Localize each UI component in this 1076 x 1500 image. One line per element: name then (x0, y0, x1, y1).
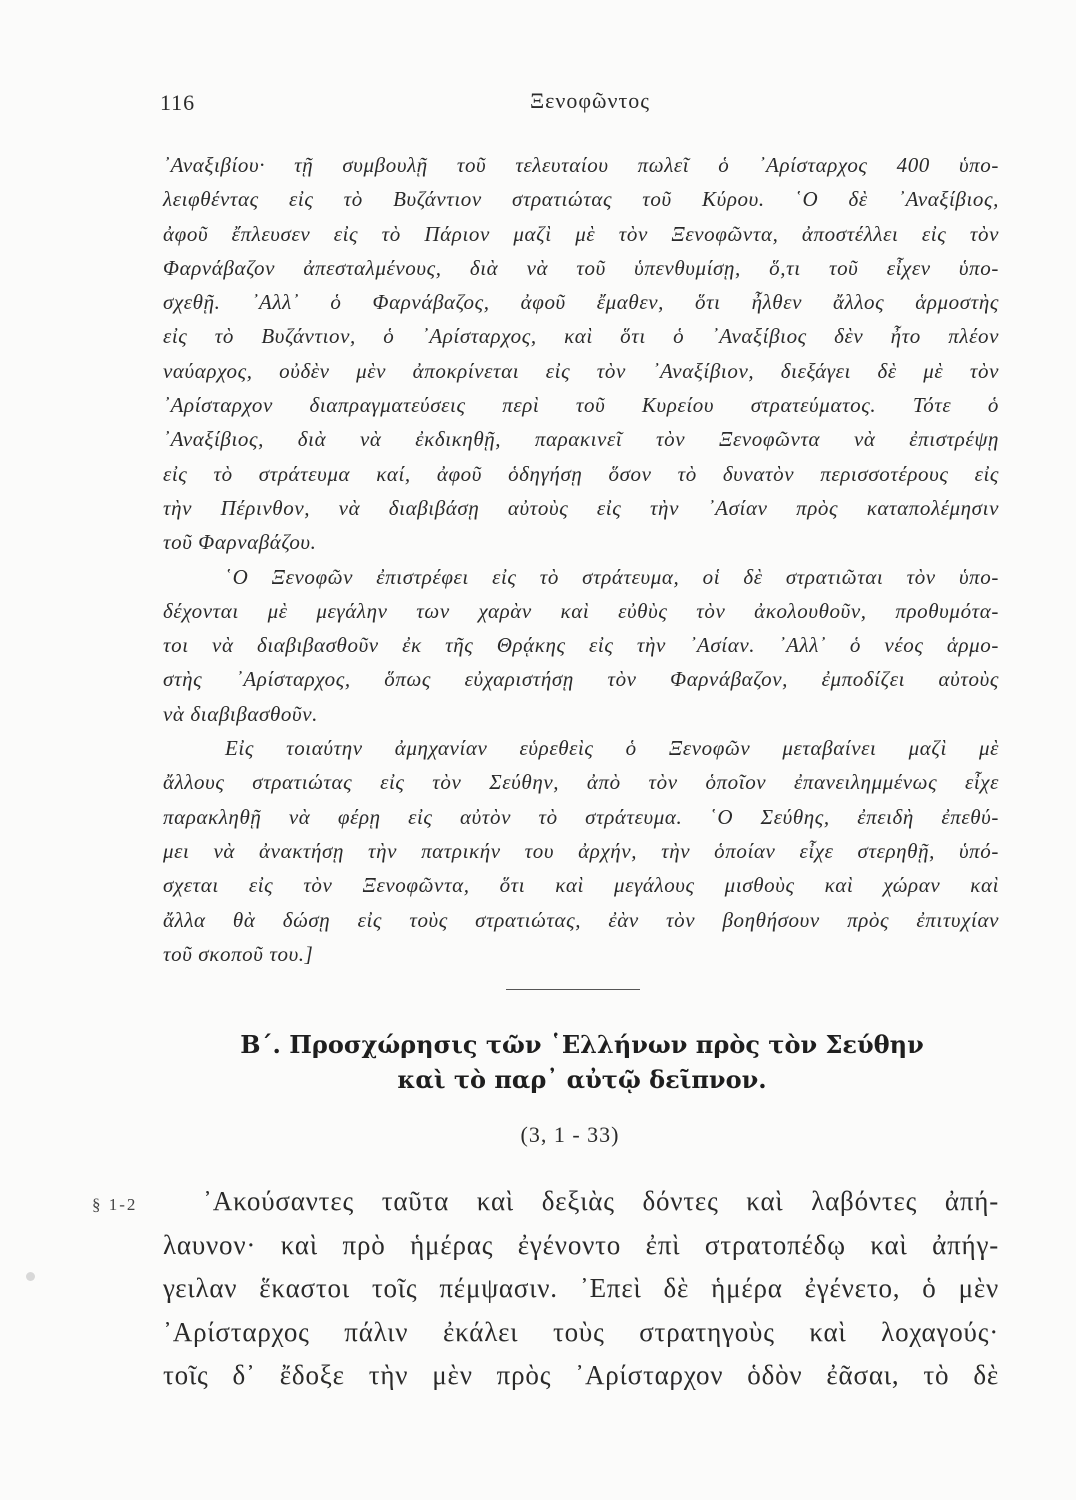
summary-line: στὴς ᾿Αρίσταρχος, ὅπως εὐχαριστήσῃ τὸν Φαρνάβαζον, ἐμποδίζει αὐτοὺς (163, 667, 999, 692)
section-divider (506, 989, 640, 990)
page-number: 116 (160, 90, 196, 115)
summary-line: ἀφοῦ ἔπλευσεν εἰς τὸ Πάριον μαζὶ μὲ τὸν Ξενοφῶντα, ἀποστέλλει εἰς τὸν (163, 221, 999, 246)
text-line: ᾿Αρίσταρχος πάλιν ἐκάλει τοὺς στρατηγοὺς καὶ λοχαγούς· (163, 1316, 999, 1347)
text-line: λαυνον· καὶ πρὸ ἡμέρας ἐγένοντο ἐπὶ στρατοπέδῳ καὶ ἀπήγ- (163, 1229, 999, 1260)
summary-line: λειφθέντας εἰς τὸ Βυζάντιον στρατιώτας τοῦ Κύρου. ῾Ο δὲ ᾿Αναξίβιος, (163, 187, 999, 212)
summary-line: Φαρνάβαζον ἀπεσταλμένους, διὰ νὰ τοῦ ὑπενθυμίσῃ, ὅ,τι τοῦ εἶχεν ὑπο- (163, 255, 999, 280)
summary-line: ῾Ο Ξενοφῶν ἐπιστρέφει εἰς τὸ στράτευμα, οἱ δὲ στρατιῶται τὸν ὑπο- (225, 564, 999, 589)
summary-line: νὰ διαβιβασθοῦν. (163, 701, 318, 726)
summary-line: τὴν Πέρινθον, νὰ διαβιβάσῃ αὐτοὺς εἰς τὴν ᾿Ασίαν πρὸς καταπολέμησιν (163, 495, 999, 520)
text-line: τοῖς δ᾿ ἔδοξε τὴν μὲν πρὸς ᾿Αρίσταρχον ὁδὸν ἐᾶσαι, τὸ δὲ (163, 1360, 999, 1390)
summary-line: εἰς τὸ Βυζάντιον, ὁ ᾿Αρίσταρχος, καὶ ὅτι ὁ ᾿Αναξίβιος δὲν ἦτο πλέον (163, 324, 999, 349)
summary-line: τοι νὰ διαβιβασθοῦν ἐκ τῆς Θρᾴκης εἰς τὴν ᾿Ασίαν. ᾿Αλλ᾿ ὁ νέος ἁρμο- (163, 633, 999, 658)
summary-line: ἄλλους στρατιώτας εἰς τὸν Σεύθην, ἀπὸ τὸν ὁποῖον ἐπανειλημμένως εἶχε (163, 770, 999, 795)
summary-line: εἰς τὸ στράτευμα καί, ἀφοῦ ὁδηγήσῃ ὅσον τὸ δυνατὸν περισσοτέρους εἰς (163, 461, 999, 486)
summary-line: Εἰς τοιαύτην ἀμηχανίαν εὑρεθεὶς ὁ Ξενοφῶν μεταβαίνει μαζὶ μὲ (225, 736, 999, 761)
summary-line: ἄλλα θὰ δώσῃ εἰς τοὺς στρατιώτας, ἐὰν τὸν βοηθήσουν πρὸς ἐπιτυχίαν (163, 907, 999, 932)
summary-line: σχεθῇ. ᾿Αλλ᾿ ὁ Φαρνάβαζος, ἀφοῦ ἔμαθεν, ὅτι ἦλθεν ἄλλος ἁρμοστὴς (163, 290, 999, 315)
text-line: γειλαν ἕκαστοι τοῖς πέμψασιν. ᾿Επεὶ δὲ ἡμέρα ἐγένετο, ὁ μὲν (163, 1273, 999, 1303)
section-heading (200, 1027, 964, 1097)
summary-line: ναύαρχος, οὐδὲν μὲν ἀποκρίνεται εἰς τὸν ᾿Αναξίβιον, διεξάγει δὲ μὲ τὸν (163, 358, 999, 383)
greek-text (163, 1180, 999, 1398)
summary-line: τοῦ Φαρναβάζου. (163, 530, 317, 555)
summary-line: τοῦ σκοποῦ του.] (163, 941, 314, 966)
section-reference: (3, 1 - 33) (520, 1122, 620, 1147)
scan-spot (26, 1272, 35, 1281)
summary-line: παρακληθῇ νὰ φέρῃ εἰς αὐτὸν τὸ στράτευμα. ῾Ο Σεύθης, ἐπειδὴ ἐπεθύ- (163, 804, 999, 829)
section-heading-line: Β΄. Προσχώρησις τῶν ῾Ελλήνων πρὸς τὸν Σεύθην (240, 1030, 924, 1059)
summary-line: σχεται εἰς τὸν Ξενοφῶντα, ὅτι καὶ μεγάλους μισθοὺς καὶ χώραν καὶ (163, 873, 999, 898)
summary-line: ᾿Αρίσταρχον διαπραγματεύσεις περὶ τοῦ Κυρείου στρατεύματος. Τότε ὁ (163, 393, 999, 418)
paragraph-marker: § 1-2 (92, 1195, 138, 1214)
text-line: ᾿Ακούσαντες ταῦτα καὶ δεξιὰς δόντες καὶ λαβόντες ἀπή- (203, 1186, 999, 1216)
summary-line: μει νὰ ἀνακτήσῃ τὴν πατρικήν του ἀρχήν, τὴν ὁποίαν εἶχε στερηθῇ, ὑπό- (163, 838, 999, 863)
summary-line: ᾿Αναξίβιος, διὰ νὰ ἐκδικηθῇ, παρακινεῖ τὸν Ξενοφῶντα νὰ ἐπιστρέψῃ (163, 427, 999, 452)
section-heading-line: καὶ τὸ παρ᾿ αὐτῷ δεῖπνον. (397, 1065, 767, 1094)
summary-line: ᾿Αναξιβίου· τῇ συμβουλῇ τοῦ τελευταίου πωλεῖ ὁ ᾿Αρίσταρχος 400 ὑπο- (163, 153, 999, 177)
running-head: Ξενοφῶντος (529, 88, 650, 113)
summary-line: δέχονται μὲ μεγάλην των χαρὰν καὶ εὐθὺς τὸν ἀκολουθοῦν, προθυμότα- (163, 598, 999, 623)
summary-text (163, 148, 999, 971)
